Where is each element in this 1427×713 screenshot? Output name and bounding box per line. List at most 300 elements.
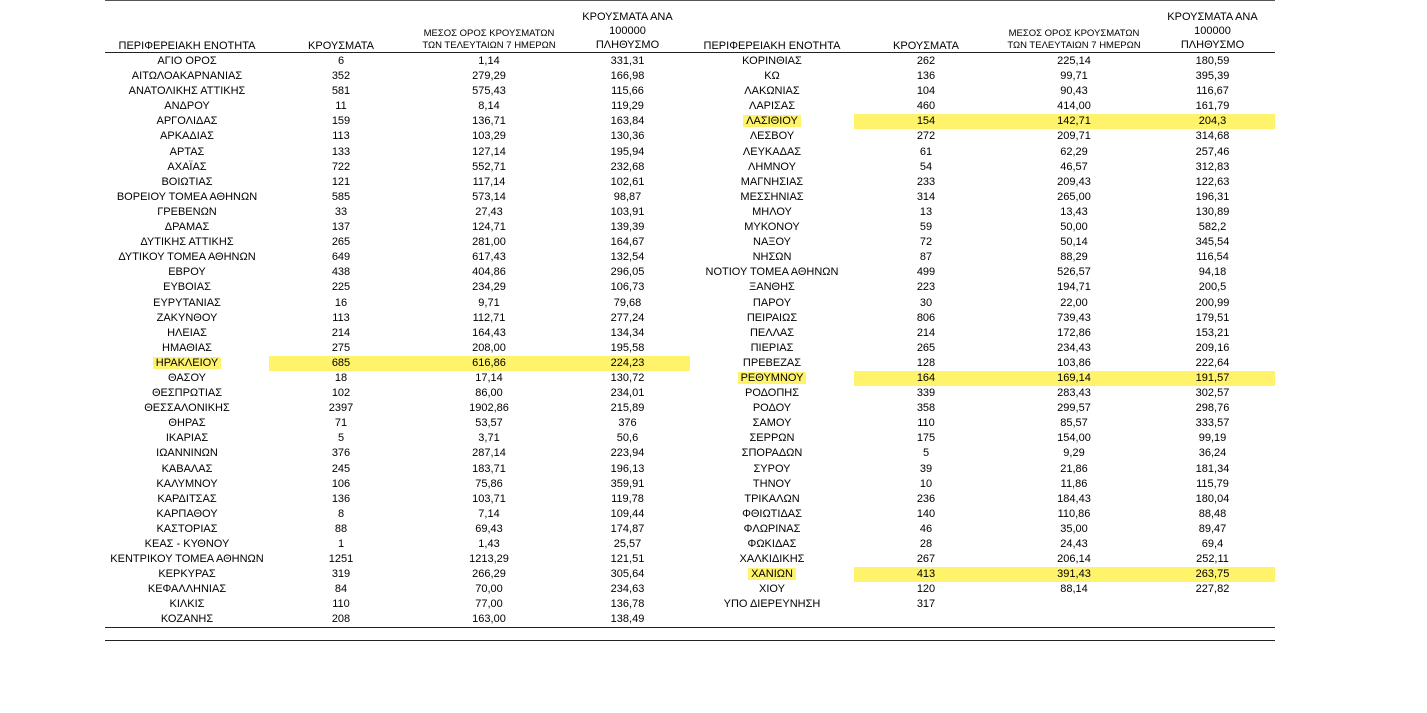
per100k-cell: 298,76 <box>1195 402 1230 415</box>
region-name-cell <box>690 145 854 160</box>
table-row <box>105 401 690 416</box>
table-row <box>105 597 690 612</box>
cases-cell: 223 <box>916 281 936 294</box>
region-name-cell <box>105 537 269 552</box>
region-name: ΚΑΡΔΙΤΣΑΣ <box>157 492 217 505</box>
header-avg7: ΜΕΣΟΣ ΟΡΟΣ ΚΡΟΥΣΜΑΤΩΝ ΤΩΝ ΤΕΛΕΥΤΑΙΩΝ 7 ΗΜΕΡΩΝ <box>1007 28 1141 51</box>
region-name-cell <box>105 190 269 205</box>
left-column-block <box>105 54 690 628</box>
avg7-cell: 88,29 <box>1060 251 1088 264</box>
region-name-cell <box>105 552 269 567</box>
cases-cell: 159 <box>331 115 351 128</box>
region-name-cell <box>690 462 854 477</box>
region-name: ΚΩ <box>764 70 780 83</box>
cases-cell: 106 <box>331 477 351 490</box>
table-row <box>105 431 690 446</box>
cases-cell: 13 <box>919 205 933 218</box>
region-name: ΚΕΝΤΡΙΚΟΥ ΤΟΜΕΑ ΑΘΗΝΩΝ <box>110 553 264 566</box>
table-row <box>105 522 690 537</box>
per100k-cell: 119,29 <box>611 100 644 113</box>
table-row <box>690 507 1275 522</box>
region-name-cell <box>690 235 854 250</box>
region-name-cell <box>105 311 269 326</box>
table-row <box>690 431 1275 446</box>
avg7-cell: 24,43 <box>1060 538 1088 550</box>
table-row <box>690 311 1275 326</box>
cases-cell: 275 <box>331 341 351 354</box>
table-row <box>105 220 690 235</box>
region-name-cell <box>105 250 269 265</box>
region-name-cell <box>690 114 854 129</box>
avg7-cell: 283,43 <box>1057 387 1091 400</box>
per100k-cell: 204,3 <box>1150 114 1275 129</box>
cases-cell: 175 <box>916 432 936 445</box>
per100k-cell: 582,2 <box>1198 221 1227 234</box>
cases-cell: 87 <box>919 251 933 264</box>
avg7-cell: 194,71 <box>1057 281 1091 294</box>
avg7-cell: 1902,86 <box>469 402 509 415</box>
avg7-cell: 69,43 <box>475 522 503 535</box>
table-row <box>690 280 1275 295</box>
region-name-cell <box>690 371 854 386</box>
region-name-cell <box>105 220 269 235</box>
table-row <box>690 129 1275 144</box>
table-row <box>105 265 690 280</box>
avg7-cell: 164,43 <box>472 326 506 339</box>
header-per100k: ΚΡΟΥΣΜΑΤΑ ΑΝΑ 100000 ΠΛΗΘΥΣΜΟ <box>1167 11 1258 51</box>
avg7-cell: 573,14 <box>472 190 506 203</box>
per100k-cell: 196,31 <box>1195 190 1230 203</box>
header-per100k: ΚΡΟΥΣΜΑΤΑ ΑΝΑ 100000 ΠΛΗΘΥΣΜΟ <box>582 11 673 51</box>
region-name-cell <box>105 84 269 99</box>
region-name-cell <box>105 296 269 311</box>
per100k-cell: 109,44 <box>610 507 645 520</box>
cases-cell: 1251 <box>328 553 354 566</box>
table-row <box>105 99 690 114</box>
cases-cell: 358 <box>916 402 936 415</box>
cases-cell: 72 <box>919 236 933 249</box>
region-name: ΙΩΑΝΝΙΝΩΝ <box>156 447 218 460</box>
cases-cell: 104 <box>916 85 936 98</box>
table-row <box>690 220 1275 235</box>
avg7-cell: 21,86 <box>1060 462 1088 475</box>
per100k-cell: 180,59 <box>1195 55 1230 67</box>
cases-cell: 685 <box>269 356 413 371</box>
avg7-cell: 575,43 <box>472 85 506 98</box>
per100k-cell: 88,48 <box>1198 507 1227 520</box>
cases-cell: 352 <box>331 70 351 83</box>
cases-cell: 649 <box>331 251 351 264</box>
per100k-cell: 121,51 <box>610 553 645 566</box>
cases-cell: 245 <box>331 462 351 475</box>
region-name: ΠΙΕΡΙΑΣ <box>750 341 794 354</box>
per100k-cell: 115,79 <box>1196 477 1229 490</box>
table-row <box>690 462 1275 477</box>
cases-cell: 71 <box>334 417 348 430</box>
per100k-cell: 138,49 <box>610 613 645 626</box>
table-row <box>105 462 690 477</box>
cases-cell: 110 <box>917 417 935 430</box>
per100k-cell: 331,31 <box>610 55 645 67</box>
avg7-cell: 206,14 <box>1057 553 1091 566</box>
region-name-cell <box>105 597 269 612</box>
avg7-cell: 169,14 <box>998 371 1150 386</box>
region-name-cell <box>690 507 854 522</box>
avg7-cell: 414,00 <box>1057 100 1091 113</box>
table-row <box>690 492 1275 507</box>
table-row <box>105 114 690 129</box>
avg7-cell: 183,71 <box>472 462 506 475</box>
table-row <box>105 326 690 341</box>
per100k-cell: 312,83 <box>1195 160 1230 173</box>
per100k-cell: 132,54 <box>610 251 645 264</box>
region-name: ΣΥΡΟΥ <box>753 462 791 475</box>
table-row <box>105 160 690 175</box>
region-name-cell <box>105 582 269 597</box>
region-name-cell <box>105 431 269 446</box>
per100k-cell: 302,57 <box>1195 387 1230 400</box>
table-row <box>690 69 1275 84</box>
table-row <box>690 145 1275 160</box>
table-row <box>105 492 690 507</box>
avg7-cell: 209,43 <box>1057 175 1091 188</box>
table-row <box>105 537 690 552</box>
region-name: ΡΕΘΥΜΝΟΥ <box>738 372 807 384</box>
per100k-cell: 191,57 <box>1150 371 1275 386</box>
avg7-cell: 617,43 <box>472 251 506 264</box>
region-name-cell <box>690 492 854 507</box>
region-name: ΝΗΣΩΝ <box>752 251 792 264</box>
region-name-cell <box>690 326 854 341</box>
avg7-cell: 70,00 <box>475 583 503 596</box>
region-name: ΡΟΔΟΠΗΣ <box>744 387 800 400</box>
region-name: ΑΡΤΑΣ <box>169 145 205 158</box>
table-row <box>690 175 1275 190</box>
avg7-cell: 281,00 <box>472 236 506 249</box>
cases-cell: 164 <box>854 371 998 386</box>
table-row <box>105 296 690 311</box>
avg7-cell: 13,43 <box>1060 205 1088 218</box>
cases-cell: 133 <box>331 145 351 158</box>
table-row <box>690 477 1275 492</box>
region-name-cell <box>105 612 269 627</box>
per100k-cell: 174,87 <box>610 522 645 535</box>
region-name: ΚΑΡΠΑΘΟΥ <box>156 507 218 520</box>
cases-cell: 154 <box>854 114 998 129</box>
region-name: ΦΘΙΩΤΙΔΑΣ <box>742 507 802 520</box>
region-name: ΧΑΛΚΙΔΙΚΗΣ <box>739 553 805 566</box>
avg7-cell: 50,14 <box>1060 236 1088 249</box>
per100k-cell: 333,57 <box>1195 417 1230 430</box>
per100k-cell: 25,57 <box>613 538 642 550</box>
region-name-cell <box>690 84 854 99</box>
region-name: ΒΟΡΕΙΟΥ ΤΟΜΕΑ ΑΘΗΝΩΝ <box>116 190 258 203</box>
region-name: ΚΟΖΑΝΗΣ <box>160 613 214 626</box>
avg7-cell: 11,86 <box>1060 477 1088 490</box>
region-name-cell <box>105 265 269 280</box>
region-name-cell <box>690 250 854 265</box>
header-region: ΠΕΡΙΦΕΡΕΙΑΚΗ ΕΝΟΤΗΤΑ <box>703 40 841 52</box>
per100k-cell: 134,34 <box>610 326 645 339</box>
per100k-cell: 305,64 <box>610 568 645 581</box>
region-name-cell <box>690 69 854 84</box>
region-name-cell <box>690 582 854 597</box>
per100k-cell: 222,64 <box>1195 356 1230 369</box>
cases-cell: 6 <box>337 55 345 67</box>
avg7-cell: 75,86 <box>475 477 503 490</box>
region-name-cell <box>105 356 269 371</box>
region-name: ΛΗΜΝΟΥ <box>748 160 796 173</box>
per100k-cell: 79,68 <box>613 296 642 309</box>
region-name: ΛΕΥΚΑΔΑΣ <box>742 145 802 158</box>
cases-cell: 140 <box>916 507 936 520</box>
avg7-cell: 99,71 <box>1060 70 1088 83</box>
avg7-cell: 8,14 <box>478 100 500 113</box>
region-name: ΔΥΤΙΚΟΥ ΤΟΜΕΑ ΑΘΗΝΩΝ <box>118 251 256 264</box>
region-name: ΕΥΡΥΤΑΝΙΑΣ <box>153 296 221 309</box>
table-row <box>105 356 690 371</box>
region-name: ΛΕΣΒΟΥ <box>749 130 795 143</box>
region-name: ΛΑΚΩΝΙΑΣ <box>744 85 800 98</box>
table-row <box>105 341 690 356</box>
region-name-cell <box>105 386 269 401</box>
per100k-cell: 263,75 <box>1150 567 1275 582</box>
region-name-cell <box>690 341 854 356</box>
region-name-cell <box>105 160 269 175</box>
per100k-cell: 234,01 <box>610 387 645 400</box>
region-name: ΠΑΡΟΥ <box>752 296 792 309</box>
cases-cell: 136 <box>916 70 936 83</box>
per100k-cell: 277,24 <box>610 311 645 324</box>
cases-cell: 319 <box>331 568 351 581</box>
region-name-cell <box>105 507 269 522</box>
cases-cell: 28 <box>919 538 933 550</box>
region-name: ΣΑΜΟΥ <box>752 417 792 430</box>
table-row <box>690 99 1275 114</box>
table-row <box>690 552 1275 567</box>
region-name-cell <box>105 326 269 341</box>
table-row <box>690 567 1275 582</box>
region-name-cell <box>105 371 269 386</box>
region-name: ΡΟΔΟΥ <box>752 402 792 415</box>
region-name: ΚΕΦΑΛΛΗΝΙΑΣ <box>147 583 227 596</box>
per100k-cell: 122,63 <box>1195 175 1230 188</box>
per100k-cell: 232,68 <box>610 160 645 173</box>
table-row <box>690 54 1275 69</box>
region-name: ΝΑΞΟΥ <box>753 236 791 249</box>
cases-cell: 110 <box>332 598 350 611</box>
cases-cell: 128 <box>916 356 936 369</box>
per100k-cell: 223,94 <box>610 447 645 460</box>
region-name-cell <box>105 416 269 431</box>
table-row <box>105 84 690 99</box>
header-region: ΠΕΡΙΦΕΡΕΙΑΚΗ ΕΝΟΤΗΤΑ <box>118 40 256 52</box>
table-row <box>690 341 1275 356</box>
table-row <box>105 567 690 582</box>
region-name-cell <box>690 296 854 311</box>
avg7-cell: 225,14 <box>1057 55 1091 67</box>
avg7-cell: 7,14 <box>478 507 500 520</box>
cases-cell: 225 <box>331 281 351 294</box>
cases-cell: 54 <box>919 160 933 173</box>
region-name-cell <box>690 477 854 492</box>
region-name: ΔΥΤΙΚΗΣ ΑΤΤΙΚΗΣ <box>140 236 234 249</box>
cases-cell: 1 <box>337 538 345 550</box>
cases-cell: 265 <box>331 236 351 249</box>
region-name: ΠΕΛΛΑΣ <box>749 326 795 339</box>
region-name: ΠΡΕΒΕΖΑΣ <box>742 356 802 369</box>
region-name: ΤΗΝΟΥ <box>752 477 792 490</box>
table-row <box>105 54 690 69</box>
region-name-cell <box>690 356 854 371</box>
region-name-cell <box>690 265 854 280</box>
region-name: ΚΑΛΥΜΝΟΥ <box>156 477 218 490</box>
region-name-cell <box>105 522 269 537</box>
table-row <box>690 446 1275 461</box>
avg7-cell: 739,43 <box>1057 311 1091 324</box>
per100k-cell: 314,68 <box>1195 130 1230 143</box>
per100k-cell: 376 <box>618 417 637 430</box>
region-name: ΦΩΚΙΔΑΣ <box>747 538 797 550</box>
table-row <box>690 114 1275 129</box>
per100k-cell: 296,05 <box>610 266 645 279</box>
per100k-cell: 69,4 <box>1201 538 1224 550</box>
region-name: ΛΑΡΙΣΑΣ <box>748 100 795 113</box>
region-name-cell <box>105 462 269 477</box>
region-name: ΑΝΑΤΟΛΙΚΗΣ ΑΤΤΙΚΗΣ <box>128 85 246 98</box>
avg7-cell: 234,29 <box>472 281 506 294</box>
avg7-cell: 142,71 <box>998 114 1150 129</box>
region-name: ΜΑΓΝΗΣΙΑΣ <box>740 175 804 188</box>
cases-cell: 2397 <box>328 402 354 415</box>
region-name: ΛΑΣΙΘΙΟΥ <box>743 115 801 127</box>
region-name-cell <box>105 145 269 160</box>
cases-cell: 137 <box>331 221 351 234</box>
table-row <box>690 296 1275 311</box>
avg7-cell: 85,57 <box>1060 417 1088 430</box>
cases-cell: 113 <box>332 311 350 324</box>
region-name: ΚΕΑΣ - ΚΥΘΝΟΥ <box>144 538 230 550</box>
header-rule <box>105 52 1275 53</box>
cases-cell: 5 <box>922 447 930 460</box>
per100k-cell: 36,24 <box>1198 447 1227 460</box>
region-name: ΜΥΚΟΝΟΥ <box>744 221 800 234</box>
per100k-cell: 130,72 <box>610 371 645 384</box>
avg7-cell: 208,00 <box>472 341 506 354</box>
avg7-cell: 136,71 <box>472 115 506 128</box>
region-name-cell <box>105 114 269 129</box>
per100k-cell: 102,61 <box>610 175 645 188</box>
avg7-cell: 234,43 <box>1057 341 1091 354</box>
cases-cell: 10 <box>919 477 933 490</box>
region-name: ΜΗΛΟΥ <box>752 205 792 218</box>
region-name-cell <box>105 175 269 190</box>
region-name-cell <box>690 522 854 537</box>
region-name-cell <box>105 54 269 69</box>
per100k-cell: 89,47 <box>1198 522 1227 535</box>
per100k-cell: 252,11 <box>1196 553 1229 566</box>
avg7-cell: 287,14 <box>472 447 506 460</box>
region-name: ΙΚΑΡΙΑΣ <box>165 432 209 445</box>
region-name: ΘΕΣΣΑΛΟΝΙΚΗΣ <box>144 402 230 415</box>
region-name-cell <box>690 160 854 175</box>
bottom-rule-double <box>105 640 1275 641</box>
table-row <box>105 280 690 295</box>
table-row <box>105 69 690 84</box>
per100k-cell: 195,58 <box>610 341 645 354</box>
avg7-cell: 391,43 <box>998 567 1150 582</box>
region-name: ΚΑΒΑΛΑΣ <box>161 462 213 475</box>
table-row <box>690 235 1275 250</box>
table-row <box>105 235 690 250</box>
table-row <box>690 205 1275 220</box>
avg7-cell: 163,00 <box>472 613 506 626</box>
avg7-cell: 9,71 <box>478 296 500 309</box>
avg7-cell: 279,29 <box>472 70 506 83</box>
cases-cell: 11 <box>335 100 347 113</box>
region-name: ΧΙΟΥ <box>759 583 785 596</box>
region-name-cell <box>690 54 854 69</box>
region-name-cell <box>105 341 269 356</box>
cases-cell: 5 <box>337 432 345 445</box>
avg7-cell: 154,00 <box>1057 432 1091 445</box>
region-name-cell <box>690 220 854 235</box>
region-name: ΝΟΤΙΟΥ ΤΟΜΕΑ ΑΘΗΝΩΝ <box>705 266 839 279</box>
region-name-cell <box>690 416 854 431</box>
per100k-cell: 234,63 <box>610 583 645 596</box>
avg7-cell: 404,86 <box>472 266 506 279</box>
region-name: ΘΑΣΟΥ <box>167 371 207 384</box>
table-row <box>105 129 690 144</box>
table-row <box>690 250 1275 265</box>
table-row <box>105 311 690 326</box>
region-name-cell <box>105 492 269 507</box>
region-name: ΑΡΓΟΛΙΔΑΣ <box>156 115 218 128</box>
cases-cell: 16 <box>334 296 348 309</box>
cases-cell: 499 <box>916 266 936 279</box>
region-name: ΦΛΩΡΙΝΑΣ <box>743 522 801 535</box>
header-avg7: ΜΕΣΟΣ ΟΡΟΣ ΚΡΟΥΣΜΑΤΩΝ ΤΩΝ ΤΕΛΕΥΤΑΙΩΝ 7 ΗΜΕΡΩΝ <box>422 28 556 51</box>
region-name: ΔΡΑΜΑΣ <box>164 221 210 234</box>
covid-cases-table <box>105 0 1275 642</box>
region-name: ΣΠΟΡΑΔΩΝ <box>741 447 803 460</box>
cases-cell: 262 <box>916 55 936 67</box>
region-name-cell <box>690 386 854 401</box>
region-name-cell <box>105 99 269 114</box>
cases-cell: 46 <box>919 522 933 535</box>
region-name-cell <box>690 190 854 205</box>
avg7-cell: 90,43 <box>1060 85 1088 98</box>
table-row <box>690 84 1275 99</box>
cases-cell: 214 <box>331 326 351 339</box>
table-row <box>105 507 690 522</box>
avg7-cell: 110,86 <box>1057 507 1091 520</box>
table-row <box>690 537 1275 552</box>
right-header-row <box>690 11 1275 53</box>
region-name: ΚΙΛΚΙΣ <box>169 598 205 611</box>
cases-cell: 30 <box>919 296 933 309</box>
region-name-cell <box>105 280 269 295</box>
per100k-cell: 116,54 <box>1196 251 1229 264</box>
avg7-cell: 88,14 <box>1060 583 1088 596</box>
table-row <box>105 145 690 160</box>
cases-cell: 84 <box>334 583 348 596</box>
region-name: ΑΓΙΟ ΟΡΟΣ <box>157 55 217 67</box>
region-name-cell <box>690 99 854 114</box>
avg7-cell: 266,29 <box>472 568 506 581</box>
cases-cell: 317 <box>916 598 936 611</box>
table-row <box>105 371 690 386</box>
